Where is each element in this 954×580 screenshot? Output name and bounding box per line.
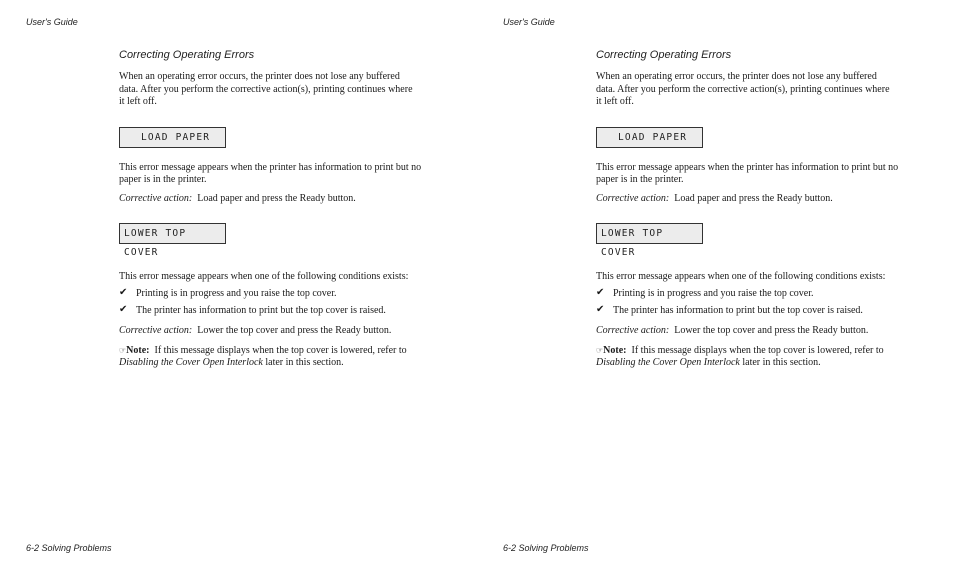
- list-item: [596, 288, 906, 300]
- note-text-after: later in this section.: [742, 357, 821, 369]
- section-title: Correcting Operating Errors: [119, 49, 255, 61]
- running-header: User's Guide: [26, 17, 78, 27]
- load-paper-corrective-action: [119, 193, 429, 206]
- list-item: [119, 305, 429, 317]
- load-paper-message-box: LOAD PAPER: [596, 127, 703, 148]
- corrective-action-text: Lower the top cover and press the Ready button.: [674, 325, 869, 337]
- running-footer: 6-2 Solving Problems: [503, 543, 589, 553]
- running-footer: 6-2 Solving Problems: [26, 543, 112, 553]
- checkmark-icon: ✔: [596, 304, 605, 316]
- list-item-text: Printing is in progress and you raise the top cover.: [613, 288, 814, 300]
- corrective-action-label: Corrective action:: [596, 192, 670, 204]
- checkmark-icon: ✔: [119, 287, 128, 299]
- load-paper-message-box: LOAD PAPER: [119, 127, 226, 148]
- note-label: Note:: [603, 344, 627, 356]
- lower-top-cover-corrective-action: [596, 325, 906, 338]
- cross-reference-link[interactable]: Disabling the Cover Open Interlock: [596, 357, 740, 369]
- page-content: [596, 49, 906, 370]
- list-item-text: The printer has information to print but the top cover is raised.: [136, 305, 386, 317]
- lower-top-cover-message-box: LOWER TOP COVER: [119, 223, 226, 244]
- lower-top-cover-description: This error message appears when one of the following conditions exists:: [596, 270, 886, 282]
- page-content: [119, 49, 429, 370]
- lower-top-cover-message-box: LOWER TOP COVER: [596, 223, 703, 244]
- load-paper-description: This error message appears when the printer has information to print but no paper is in the printer.: [119, 161, 422, 186]
- cross-reference-link[interactable]: Disabling the Cover Open Interlock: [119, 357, 263, 369]
- pointing-hand-icon: ☞: [596, 345, 604, 355]
- list-item-text: Printing is in progress and you raise the top cover.: [136, 288, 337, 300]
- lower-top-cover-description: This error message appears when one of the following conditions exists:: [119, 270, 409, 282]
- corrective-action-text: Load paper and press the Ready button.: [197, 192, 356, 204]
- list-item: [596, 305, 906, 317]
- checkmark-icon: ✔: [119, 304, 128, 316]
- note-text: If this message displays when the top cover is lowered, refer to: [154, 344, 407, 356]
- note-text-after: later in this section.: [265, 357, 344, 369]
- section-title: Correcting Operating Errors: [596, 49, 732, 61]
- corrective-action-label: Corrective action:: [119, 325, 193, 337]
- list-item-text: The printer has information to print but the top cover is raised.: [613, 305, 863, 317]
- load-paper-corrective-action: [596, 193, 906, 206]
- intro-paragraph: When an operating error occurs, the printer does not lose any buffered data. After you perform the corrective action(s), printing continues where it left off.: [596, 71, 890, 108]
- lower-top-cover-corrective-action: [119, 325, 429, 338]
- note-paragraph: [596, 345, 906, 370]
- load-paper-description: This error message appears when the printer has information to print but no paper is in the printer.: [596, 161, 899, 186]
- list-item: [119, 288, 429, 300]
- running-header: User's Guide: [503, 17, 555, 27]
- pointing-hand-icon: ☞: [119, 345, 127, 355]
- corrective-action-label: Corrective action:: [119, 192, 193, 204]
- note-paragraph: [119, 345, 429, 370]
- note-text: If this message displays when the top cover is lowered, refer to: [631, 344, 884, 356]
- right-page: [477, 0, 954, 580]
- checkmark-icon: ✔: [596, 287, 605, 299]
- corrective-action-text: Lower the top cover and press the Ready button.: [197, 325, 392, 337]
- note-label: Note:: [126, 344, 150, 356]
- intro-paragraph: When an operating error occurs, the printer does not lose any buffered data. After you perform the corrective action(s), printing continues where it left off.: [119, 71, 413, 108]
- corrective-action-text: Load paper and press the Ready button.: [674, 192, 833, 204]
- corrective-action-label: Corrective action:: [596, 325, 670, 337]
